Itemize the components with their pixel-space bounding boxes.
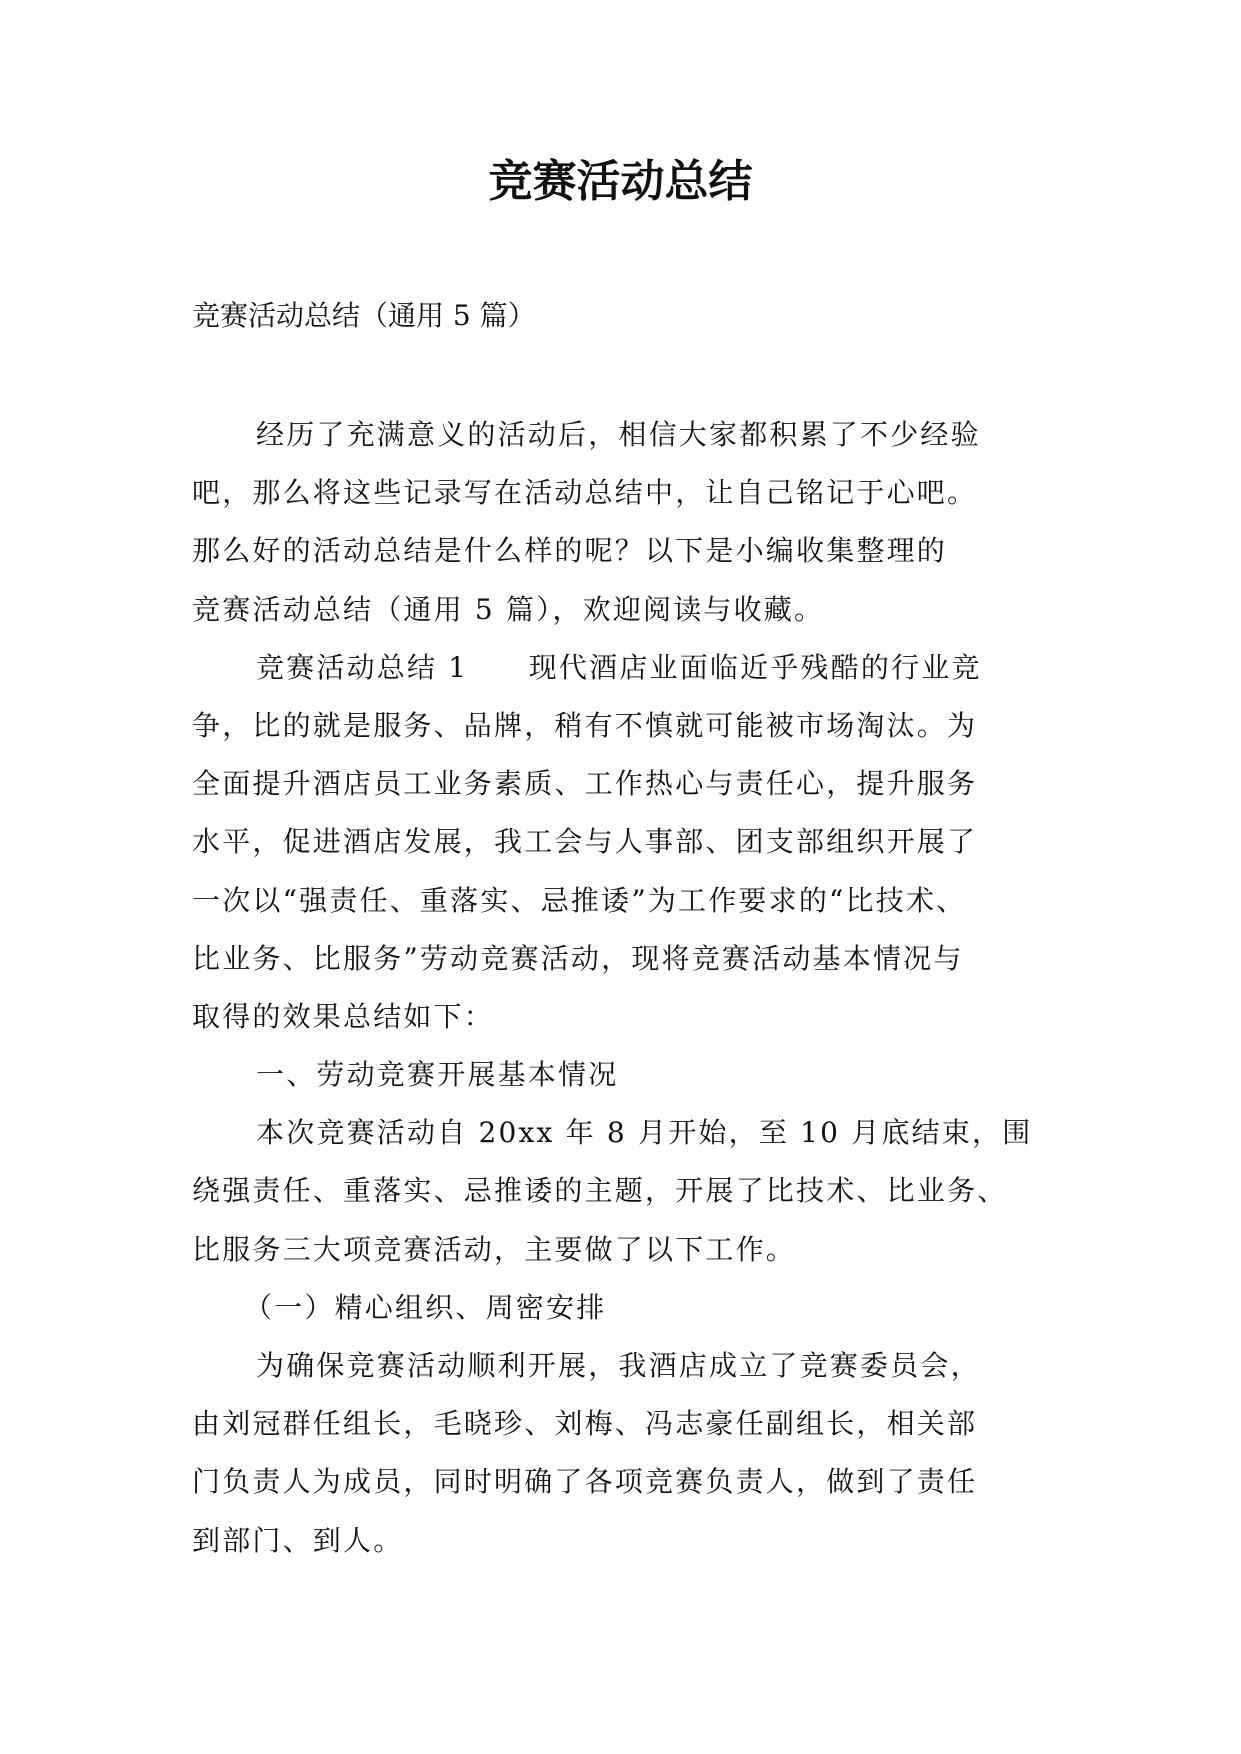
document-subtitle: 竞赛活动总结（通用 5 篇） [192,299,536,332]
section-1-line: 全面提升酒店员工业务素质、工作热心与责任心，提升服务 [192,767,978,801]
paragraph-line: 本次竞赛活动自 20xx 年 8 月开始，至 10 月底结束，围 [256,1116,1033,1150]
paragraph-line: 到部门、到人。 [192,1523,404,1557]
paragraph-line: 为确保竞赛活动顺利开展，我酒店成立了竞赛委员会， [256,1349,981,1382]
section-1-line: 水平，促进酒店发展，我工会与人事部、团支部组织开展了 [192,825,978,859]
paragraph-line: 由刘冠群任组长，毛晓珍、刘梅、冯志豪任副组长，相关部 [192,1407,978,1441]
paragraph-line: 门负责人为成员，同时明确了各项竞赛负责人，做到了责任 [192,1465,978,1499]
heading-line: 一、劳动竞赛开展基本情况 [256,1058,619,1092]
section-1-line: 争，比的就是服务、品牌，稍有不慎就可能被市场淘汰。为 [192,708,978,742]
subheading-line: （一）精心组织、周密安排 [244,1290,607,1324]
paragraph-line: 绕强责任、重落实、忌推诿的主题，开展了比技术、比业务、 [192,1174,1008,1208]
intro-line: 那么好的活动总结是什么样的呢？以下是小编收集整理的 [192,534,948,568]
section-1-line: 比业务、比服务”劳动竞赛活动，现将竞赛活动基本情况与 [192,941,964,975]
document-body [192,406,1052,1570]
section-1-line: 一次以“强责任、重落实、忌推诿”为工作要求的“比技术、 [192,883,967,917]
intro-line: 经历了充满意义的活动后，相信大家都积累了不少经验 [256,418,981,451]
intro-line: 竞赛活动总结（通用 5 篇），欢迎阅读与收藏。 [192,592,825,626]
section-1-line: 竞赛活动总结 1 现代酒店业面临近乎残酷的行业竞 [256,650,982,684]
paragraph-line: 比服务三大项竞赛活动，主要做了以下工作。 [192,1232,797,1266]
section-1-line: 取得的效果总结如下： [192,999,495,1033]
document-title: 竞赛活动总结 [488,156,753,207]
intro-line: 吧，那么将这些记录写在活动总结中，让自己铭记于心吧。 [192,476,978,510]
